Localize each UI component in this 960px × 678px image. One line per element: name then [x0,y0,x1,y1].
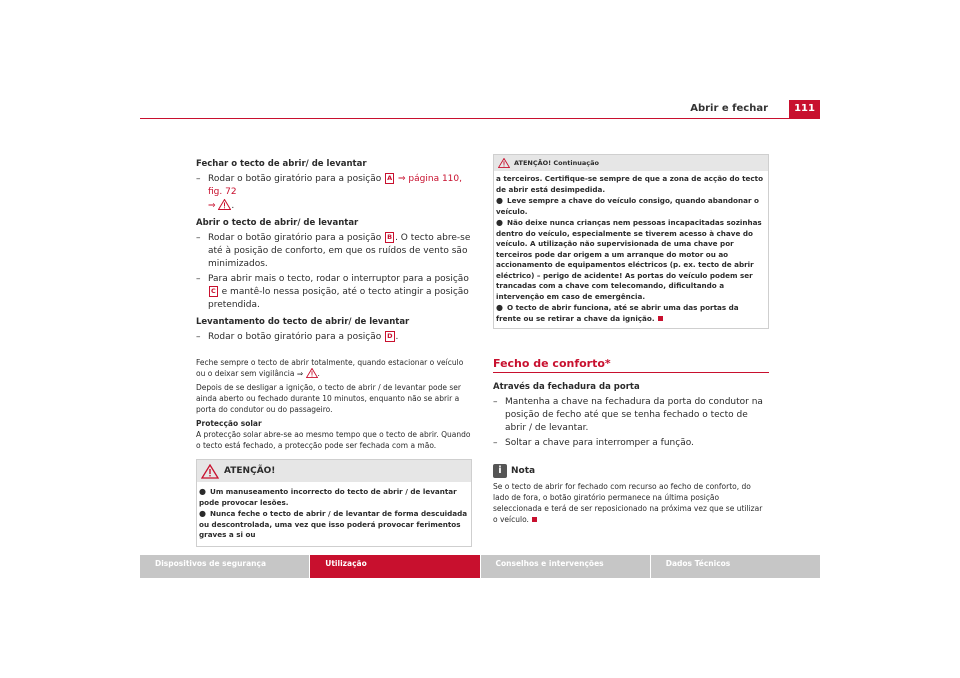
warning-bullet: ● Nunca feche o tecto de abrir / de levantar de forma descuidada ou descontrolada, uma vez que isso poderá provocar ferimentos graves a si ou [199,509,468,539]
warning-bullet: ● Um manuseamento incorrecto do tecto de abrir / de levantar pode provocar lesões. [199,487,457,507]
tab-tips[interactable]: Conselhos e intervenções [481,555,650,578]
note-paragraph: Se o tecto de abrir for fechado com recurso ao fecho de conforto, do lado de fora, o botão giratório permanece na última posição seleccionada e terá de ser reposicionado na próxima vez que se utilizar o veículo. [493,482,763,524]
footer-nav [140,555,820,578]
position-badge-d: D [387,332,393,340]
info-icon: i [493,464,507,478]
page-header-title: Abrir e fechar [690,103,768,114]
heading-close-roof: Fechar o tecto de abrir/ de levantar [196,159,367,169]
heading-open-roof: Abrir o tecto de abrir/ de levantar [196,218,359,228]
position-badge-c: C [211,287,216,295]
note-title: Nota [511,465,536,476]
heading-door-lock: Através da fechadura da porta [493,382,640,392]
page-link[interactable]: ⇒ página 110, fig. 72 [208,174,462,197]
warning-icon [498,158,510,168]
step-close: – Rodar o botão giratório para a posição A ⇒ página 110, fig. 72 ⇒ . [196,174,462,211]
step-open-more: – Para abrir mais o tecto, rodar o interruptor para a posição C e mantê-lo nessa posição, até o tecto atingir a posição pretendida. [196,274,469,310]
warning-bullet: ● O tecto de abrir funciona, até se abrir uma das portas da frente ou se retirar a chave da ignição. [496,303,739,323]
warning-box [196,459,472,547]
header-rule [140,118,820,119]
end-marker-icon [532,517,537,522]
warning-text: a terceiros. Certifique-se sempre de que a zona de acção do tecto de abrir está desimpedida. [496,174,764,194]
end-marker-icon [658,316,663,321]
step-release-key: – Soltar a chave para interromper a função. [493,438,694,448]
paragraph-parking: Feche sempre o tecto de abrir totalmente, quando estacionar o veículo ou o deixar sem vigilância ⇒ . [196,358,464,378]
warning-title: ATENÇÃO! [224,465,276,476]
step-hold-key: – Mantenha a chave na fechadura da porta do condutor na posição de fecho até que se tenha fechado o tecto de abrir / de levantar. [493,397,763,433]
section-rule [493,372,769,373]
tab-usage[interactable]: Utilização [310,555,479,578]
warning-continuation-box [493,154,769,329]
step-open: – Rodar o botão giratório para a posição B . O tecto abre-se até à posição de conforto, em que os ruídos de vento são minimizados. [196,233,471,269]
page-number: 111 [789,100,820,118]
left-column [196,154,472,547]
warning-bullet: ● Leve sempre a chave do veículo consigo, quando abandonar o veículo. [496,196,759,216]
paragraph-ignition: Depois de se desligar a ignição, o tecto de abrir / de levantar pode ser ainda aberto ou fechado durante 10 minutos, enquanto não se abrir a porta do condutor ou do passageiro. [196,383,461,414]
warning-icon [218,199,231,210]
warning-continuation-title: ATENÇÃO! Continuação [514,158,599,167]
right-column [493,154,769,528]
heading-lift-roof: Levantamento do tecto de abrir/ de levantar [196,317,410,327]
position-badge-b: B [387,233,393,241]
note-heading [493,464,769,478]
warning-icon [306,368,318,378]
section-title: Fecho de conforto* [493,357,611,370]
position-badge-a: A [387,174,393,182]
paragraph-sun-protection: Protecção solar A protecção solar abre-se ao mesmo tempo que o tecto de abrir. Quando o tecto está fechado, a protecção pode ser fechada com a mão. [196,419,471,450]
warning-bullet: ● Não deixe nunca crianças nem pessoas incapacitadas sozinhas dentro do veículo, especialmente se tiverem acesso à chave do veículo. A utilização não supervisionada de uma chave por terceiros pode dar origem a um arranque do motor ou ao accionamento de equipamentos eléctricos (p. ex. tecto de abrir eléctrico) – perigo de acidente! As portas do veículo podem ser trancadas com a chave com telecomando, dificultando a intervenção em caso de emergência. [496,218,762,301]
tab-technical-data[interactable]: Dados Técnicos [651,555,820,578]
step-lift: – Rodar o botão giratório para a posição D . [196,332,399,342]
warning-icon [201,464,219,479]
tab-safety[interactable]: Dispositivos de segurança [140,555,309,578]
